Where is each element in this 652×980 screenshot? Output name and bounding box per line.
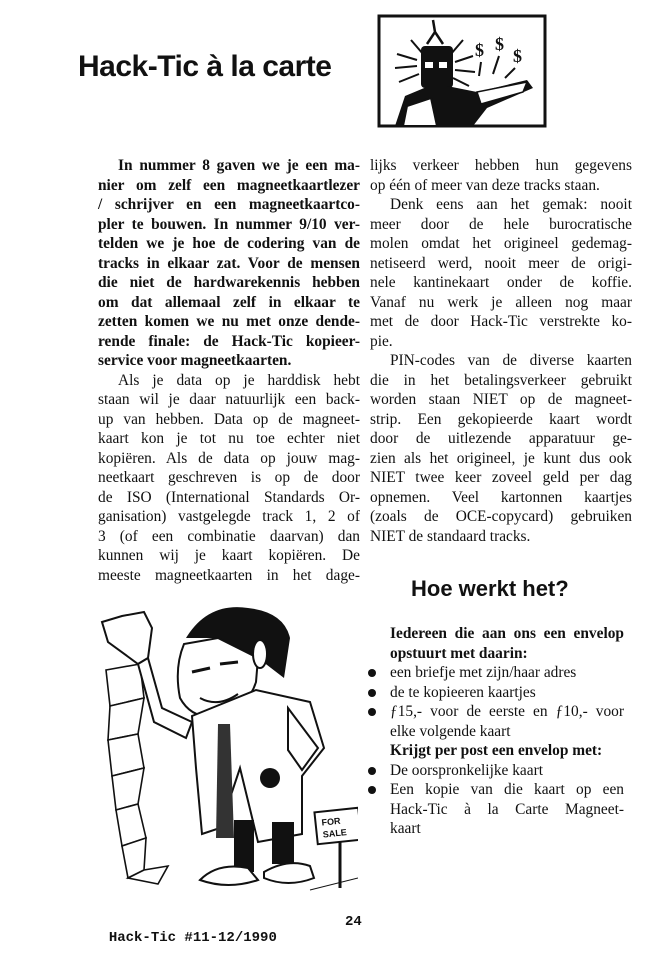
intro-line: / schrijver en een magneetkaartco- <box>98 196 360 213</box>
bullet-icon <box>368 786 376 794</box>
article-column-right <box>370 156 632 546</box>
body-line: up van hebben. Data op de magneet- <box>98 410 360 428</box>
bullet-icon <box>368 669 376 677</box>
body-line: NIET de standaard tracks. <box>370 527 531 545</box>
body-line: Vanaf nu werk je alleen nog maar <box>370 293 632 311</box>
intro-line: In nummer 8 gaven we je een ma- <box>118 157 360 174</box>
bullet-icon <box>368 708 376 716</box>
body-line: door de uitlezende apparatuur ge- <box>370 430 632 447</box>
intro-line: die niet de hardwarekennis hebben <box>98 274 360 291</box>
body-line: met de door Hack-Tic verstrekte ko- <box>370 313 632 330</box>
list-item-text: Een kopie van die kaart op een <box>390 781 624 798</box>
list-item <box>362 702 624 722</box>
body-line: neetkaart geschreven is op de door <box>98 469 360 486</box>
body-line: ganisation) vastgelegde track 1, 2 of <box>98 508 360 525</box>
body-line: NIET twee keer zoveel geld per dag <box>370 469 632 486</box>
list-item <box>362 683 624 703</box>
intro-line: telden we je hoe de codering van de <box>98 235 360 252</box>
body-line: Als je data op je harddisk hebt <box>118 371 360 389</box>
intro-line: pler te bouwen. In nummer 9/10 ver- <box>98 215 360 233</box>
dollar-icon: $ <box>513 46 522 66</box>
svg-text:SALE: SALE <box>322 827 348 840</box>
bullet-icon <box>368 767 376 775</box>
body-line: kopiëren. Als de data op jouw mag- <box>98 449 360 467</box>
intro-line: Iedereen die aan ons een envelop <box>390 625 624 642</box>
body-line: die in het betalingsverkeer gebruikt <box>370 371 632 389</box>
body-line: (zoals de OCE-copycard) gebruiken <box>370 508 632 525</box>
for-sale-sign: FOR <box>321 815 341 828</box>
intro-line: tracks in elkaar zat. Voor de mensen <box>98 254 360 272</box>
list-item-continuation: kaart <box>390 820 421 837</box>
body-line: PIN-codes van de diverse kaarten <box>390 352 632 369</box>
list-item-text: de te kopieeren kaartjes <box>390 683 536 701</box>
body-line: kaart kon je tot nu toe echter niet <box>98 430 360 447</box>
body-line: 3 (of een combinatie daarvan) dan <box>98 527 360 545</box>
page-title: Hack-Tic à la carte <box>78 50 332 83</box>
body-line: pie. <box>370 332 393 350</box>
list-item-text: een briefje met zijn/haar adres <box>390 664 577 681</box>
intro-line: zetten komen we nu met onze dende- <box>98 313 360 330</box>
section-heading: Hoe werkt het? <box>411 576 569 601</box>
list-item <box>362 780 624 800</box>
body-line: meeste magneetkaarten in het dage- <box>98 566 360 584</box>
how-it-works-list <box>362 624 624 839</box>
body-line: lijks verkeer hebben hun gegevens <box>370 157 632 174</box>
page-footer <box>92 914 362 962</box>
scientist-with-folded-paper-icon <box>88 598 358 898</box>
intro-line: service voor magneetkaarten. <box>98 352 292 369</box>
intro-line: nier om zelf een magneetkaartlezer <box>98 176 360 194</box>
body-line: nele kantinekaart onder de koffie. <box>370 274 632 291</box>
list-item-continuation: elke volgende kaart <box>390 722 511 740</box>
list-item <box>362 663 624 683</box>
body-line: worden staan NIET op de magneet- <box>370 391 632 408</box>
list-item-text: De oorspronkelijke kaart <box>390 761 543 779</box>
receive-label: Krijgt per post een envelop met: <box>390 742 603 759</box>
bullet-icon <box>368 689 376 697</box>
dollar-icon: $ <box>495 34 504 54</box>
intro-line: om dat allemaal zelf in elkaar te <box>98 293 360 311</box>
body-line: strip. Een gekopieerde kaart wordt <box>370 410 632 428</box>
page-number: 24 <box>345 914 362 930</box>
body-line: meer door de hele burocratische <box>370 215 632 233</box>
dollar-icon: $ <box>475 40 484 60</box>
body-line: opnemen. Veel kartonnen kaartjes <box>370 488 632 506</box>
list-item <box>362 761 624 781</box>
issue-label: Hack-Tic #11-12/1990 <box>108 930 277 946</box>
body-line: staan wil je daar natuurlijk een back- <box>98 391 360 408</box>
body-line: molen omdat het origineel gedemag- <box>370 235 632 252</box>
body-line: Denk eens aan het gemak: nooit <box>390 196 632 213</box>
body-line: op één of meer van deze tracks staan. <box>370 176 600 194</box>
body-line: de ISO (International Standards Or- <box>98 488 360 506</box>
intro-line: opstuurt met daarin: <box>390 644 528 662</box>
hacker-with-money-icon <box>377 14 547 128</box>
body-line: kunnen wij je kaart kopiëren. De <box>98 547 360 564</box>
article-column-left <box>98 156 360 585</box>
intro-line: rende finale: de Hack-Tic kopieer- <box>98 332 360 350</box>
list-item-continuation: Hack-Tic à la Carte Magneet- <box>390 800 624 818</box>
list-item-text: ƒ15,- voor de eerste en ƒ10,- voor <box>390 703 624 720</box>
body-line: zien als het origineel, je kunt dus ook <box>370 449 632 467</box>
body-line: netiseerd werd, nooit meer de origi- <box>370 254 632 272</box>
